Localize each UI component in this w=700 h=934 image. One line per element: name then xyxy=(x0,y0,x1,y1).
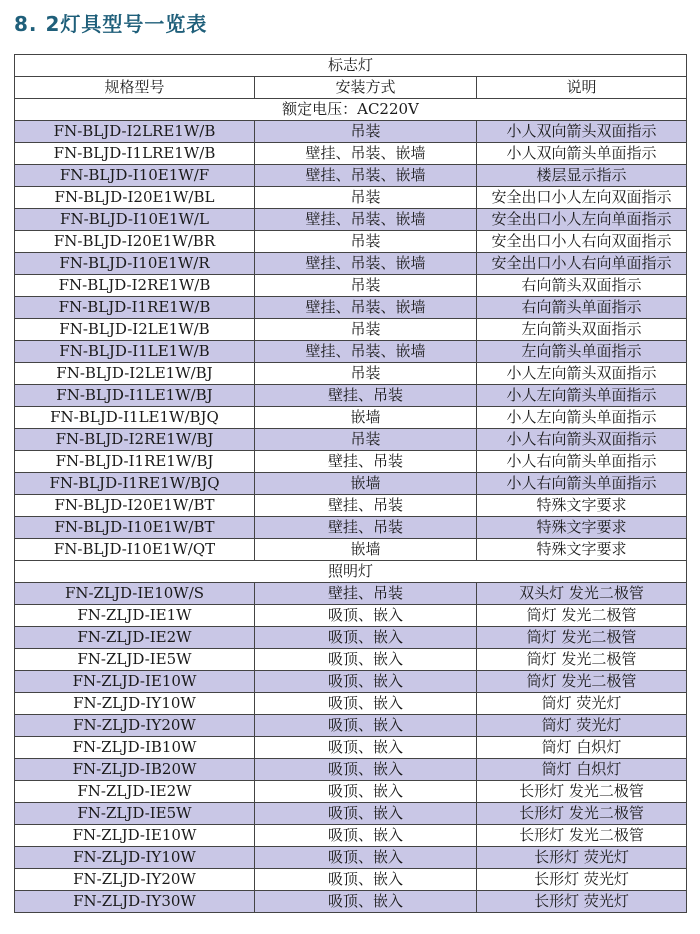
table-row xyxy=(15,429,687,451)
desc-cell: 长形灯 荧光灯 xyxy=(477,847,687,869)
section-heading-row xyxy=(15,561,687,583)
model-cell: FN-BLJD-I10E1W/R xyxy=(15,253,255,275)
model-cell: FN-BLJD-I1LE1W/BJ xyxy=(15,385,255,407)
desc-cell: 左向箭头单面指示 xyxy=(477,341,687,363)
table-row xyxy=(15,737,687,759)
install-cell: 吊装 xyxy=(255,275,477,297)
table-row xyxy=(15,627,687,649)
install-cell: 吸顶、嵌入 xyxy=(255,891,477,913)
model-cell: FN-ZLJD-IY20W xyxy=(15,869,255,891)
desc-cell: 筒灯 荧光灯 xyxy=(477,693,687,715)
desc-cell: 安全出口小人左向双面指示 xyxy=(477,187,687,209)
model-cell: FN-ZLJD-IB20W xyxy=(15,759,255,781)
desc-cell: 楼层显示指示 xyxy=(477,165,687,187)
model-cell: FN-BLJD-I1LE1W/B xyxy=(15,341,255,363)
desc-cell: 长形灯 荧光灯 xyxy=(477,891,687,913)
install-cell: 壁挂、吊装、嵌墙 xyxy=(255,143,477,165)
table-row xyxy=(15,583,687,605)
model-cell: FN-BLJD-I10E1W/QT xyxy=(15,539,255,561)
model-cell: FN-BLJD-I1RE1W/BJ xyxy=(15,451,255,473)
desc-cell: 长形灯 发光二极管 xyxy=(477,803,687,825)
table-row xyxy=(15,121,687,143)
model-cell: FN-ZLJD-IY20W xyxy=(15,715,255,737)
model-cell: FN-BLJD-I1RE1W/BJQ xyxy=(15,473,255,495)
table-row xyxy=(15,671,687,693)
rated-voltage: 额定电压：AC220V xyxy=(15,99,687,121)
section-heading-row xyxy=(15,55,687,77)
install-cell: 壁挂、吊装、嵌墙 xyxy=(255,165,477,187)
model-cell: FN-ZLJD-IY30W xyxy=(15,891,255,913)
desc-cell: 特殊文字要求 xyxy=(477,495,687,517)
desc-cell: 筒灯 发光二极管 xyxy=(477,605,687,627)
install-cell: 吊装 xyxy=(255,429,477,451)
desc-cell: 特殊文字要求 xyxy=(477,539,687,561)
desc-cell: 小人双向箭头双面指示 xyxy=(477,121,687,143)
install-cell: 吊装 xyxy=(255,363,477,385)
table-row xyxy=(15,341,687,363)
table-row xyxy=(15,781,687,803)
install-cell: 壁挂、吊装 xyxy=(255,451,477,473)
table-row xyxy=(15,847,687,869)
desc-cell: 筒灯 白炽灯 xyxy=(477,737,687,759)
install-cell: 吊装 xyxy=(255,121,477,143)
column-header: 说明 xyxy=(477,77,687,99)
desc-cell: 右向箭头单面指示 xyxy=(477,297,687,319)
install-cell: 吸顶、嵌入 xyxy=(255,781,477,803)
model-cell: FN-ZLJD-IB10W xyxy=(15,737,255,759)
page-title: 8. 2灯具型号一览表 xyxy=(14,12,208,36)
model-cell: FN-ZLJD-IE5W xyxy=(15,803,255,825)
model-cell: FN-ZLJD-IE2W xyxy=(15,781,255,803)
install-cell: 吸顶、嵌入 xyxy=(255,605,477,627)
model-cell: FN-BLJD-I10E1W/BT xyxy=(15,517,255,539)
install-cell: 吸顶、嵌入 xyxy=(255,671,477,693)
desc-cell: 小人双向箭头单面指示 xyxy=(477,143,687,165)
table-row xyxy=(15,231,687,253)
model-cell: FN-ZLJD-IE10W xyxy=(15,671,255,693)
model-cell: FN-ZLJD-IE10W xyxy=(15,825,255,847)
desc-cell: 筒灯 发光二极管 xyxy=(477,627,687,649)
section-heading: 标志灯 xyxy=(15,55,687,77)
table-row xyxy=(15,539,687,561)
install-cell: 吸顶、嵌入 xyxy=(255,759,477,781)
model-cell: FN-BLJD-I2LE1W/B xyxy=(15,319,255,341)
model-cell: FN-BLJD-I20E1W/BL xyxy=(15,187,255,209)
install-cell: 吸顶、嵌入 xyxy=(255,803,477,825)
install-cell: 嵌墙 xyxy=(255,539,477,561)
desc-cell: 筒灯 发光二极管 xyxy=(477,671,687,693)
desc-cell: 筒灯 发光二极管 xyxy=(477,649,687,671)
desc-cell: 小人右向箭头双面指示 xyxy=(477,429,687,451)
install-cell: 吊装 xyxy=(255,231,477,253)
table-row xyxy=(15,693,687,715)
table-row xyxy=(15,825,687,847)
desc-cell: 小人左向箭头双面指示 xyxy=(477,363,687,385)
model-cell: FN-BLJD-I2LE1W/BJ xyxy=(15,363,255,385)
desc-cell: 小人右向箭头单面指示 xyxy=(477,451,687,473)
desc-cell: 双头灯 发光二极管 xyxy=(477,583,687,605)
table-row xyxy=(15,451,687,473)
install-cell: 吸顶、嵌入 xyxy=(255,649,477,671)
install-cell: 嵌墙 xyxy=(255,473,477,495)
model-cell: FN-ZLJD-IY10W xyxy=(15,693,255,715)
install-cell: 吸顶、嵌入 xyxy=(255,737,477,759)
desc-cell: 长形灯 发光二极管 xyxy=(477,825,687,847)
install-cell: 吸顶、嵌入 xyxy=(255,627,477,649)
model-cell: FN-ZLJD-IY10W xyxy=(15,847,255,869)
desc-cell: 小人左向箭头单面指示 xyxy=(477,385,687,407)
install-cell: 壁挂、吊装、嵌墙 xyxy=(255,297,477,319)
table-row xyxy=(15,649,687,671)
desc-cell: 小人右向箭头单面指示 xyxy=(477,473,687,495)
install-cell: 壁挂、吊装 xyxy=(255,495,477,517)
table-row xyxy=(15,209,687,231)
model-cell: FN-BLJD-I10E1W/F xyxy=(15,165,255,187)
desc-cell: 长形灯 发光二极管 xyxy=(477,781,687,803)
column-header: 规格型号 xyxy=(15,77,255,99)
model-cell: FN-BLJD-I2RE1W/B xyxy=(15,275,255,297)
desc-cell: 特殊文字要求 xyxy=(477,517,687,539)
table-row xyxy=(15,253,687,275)
install-cell: 吸顶、嵌入 xyxy=(255,847,477,869)
desc-cell: 筒灯 荧光灯 xyxy=(477,715,687,737)
install-cell: 壁挂、吊装、嵌墙 xyxy=(255,253,477,275)
desc-cell: 安全出口小人左向单面指示 xyxy=(477,209,687,231)
install-cell: 壁挂、吊装 xyxy=(255,517,477,539)
table-row xyxy=(15,517,687,539)
table-row xyxy=(15,803,687,825)
desc-cell: 小人左向箭头单面指示 xyxy=(477,407,687,429)
model-cell: FN-BLJD-I1LRE1W/B xyxy=(15,143,255,165)
column-header: 安装方式 xyxy=(255,77,477,99)
model-cell: FN-BLJD-I1RE1W/B xyxy=(15,297,255,319)
model-cell: FN-BLJD-I1LE1W/BJQ xyxy=(15,407,255,429)
model-cell: FN-ZLJD-IE10W/S xyxy=(15,583,255,605)
table-row xyxy=(15,187,687,209)
section-heading: 照明灯 xyxy=(15,561,687,583)
desc-cell: 左向箭头双面指示 xyxy=(477,319,687,341)
install-cell: 吸顶、嵌入 xyxy=(255,693,477,715)
install-cell: 壁挂、吊装 xyxy=(255,583,477,605)
install-cell: 壁挂、吊装 xyxy=(255,385,477,407)
desc-cell: 筒灯 白炽灯 xyxy=(477,759,687,781)
install-cell: 吊装 xyxy=(255,187,477,209)
model-cell: FN-BLJD-I2RE1W/BJ xyxy=(15,429,255,451)
table-row xyxy=(15,473,687,495)
install-cell: 吸顶、嵌入 xyxy=(255,825,477,847)
table-row xyxy=(15,319,687,341)
table-row xyxy=(15,869,687,891)
install-cell: 吊装 xyxy=(255,319,477,341)
install-cell: 吸顶、嵌入 xyxy=(255,869,477,891)
model-cell: FN-ZLJD-IE2W xyxy=(15,627,255,649)
table-row xyxy=(15,165,687,187)
table-row xyxy=(15,363,687,385)
table-row xyxy=(15,605,687,627)
install-cell: 壁挂、吊装、嵌墙 xyxy=(255,341,477,363)
table-row xyxy=(15,715,687,737)
install-cell: 吸顶、嵌入 xyxy=(255,715,477,737)
model-cell: FN-ZLJD-IE5W xyxy=(15,649,255,671)
table-body xyxy=(15,55,687,913)
rated-voltage-row xyxy=(15,99,687,121)
model-cell: FN-ZLJD-IE1W xyxy=(15,605,255,627)
table-row xyxy=(15,495,687,517)
desc-cell: 长形灯 荧光灯 xyxy=(477,869,687,891)
model-cell: FN-BLJD-I20E1W/BR xyxy=(15,231,255,253)
model-cell: FN-BLJD-I10E1W/L xyxy=(15,209,255,231)
install-cell: 嵌墙 xyxy=(255,407,477,429)
model-cell: FN-BLJD-I2LRE1W/B xyxy=(15,121,255,143)
model-cell: FN-BLJD-I20E1W/BT xyxy=(15,495,255,517)
desc-cell: 右向箭头双面指示 xyxy=(477,275,687,297)
table-row xyxy=(15,143,687,165)
desc-cell: 安全出口小人右向单面指示 xyxy=(477,253,687,275)
install-cell: 壁挂、吊装、嵌墙 xyxy=(255,209,477,231)
table-row xyxy=(15,275,687,297)
column-header-row xyxy=(15,77,687,99)
table-row xyxy=(15,407,687,429)
table-row xyxy=(15,891,687,913)
table-row xyxy=(15,759,687,781)
desc-cell: 安全出口小人右向双面指示 xyxy=(477,231,687,253)
table-row xyxy=(15,297,687,319)
lamp-model-table xyxy=(14,54,687,913)
table-row xyxy=(15,385,687,407)
